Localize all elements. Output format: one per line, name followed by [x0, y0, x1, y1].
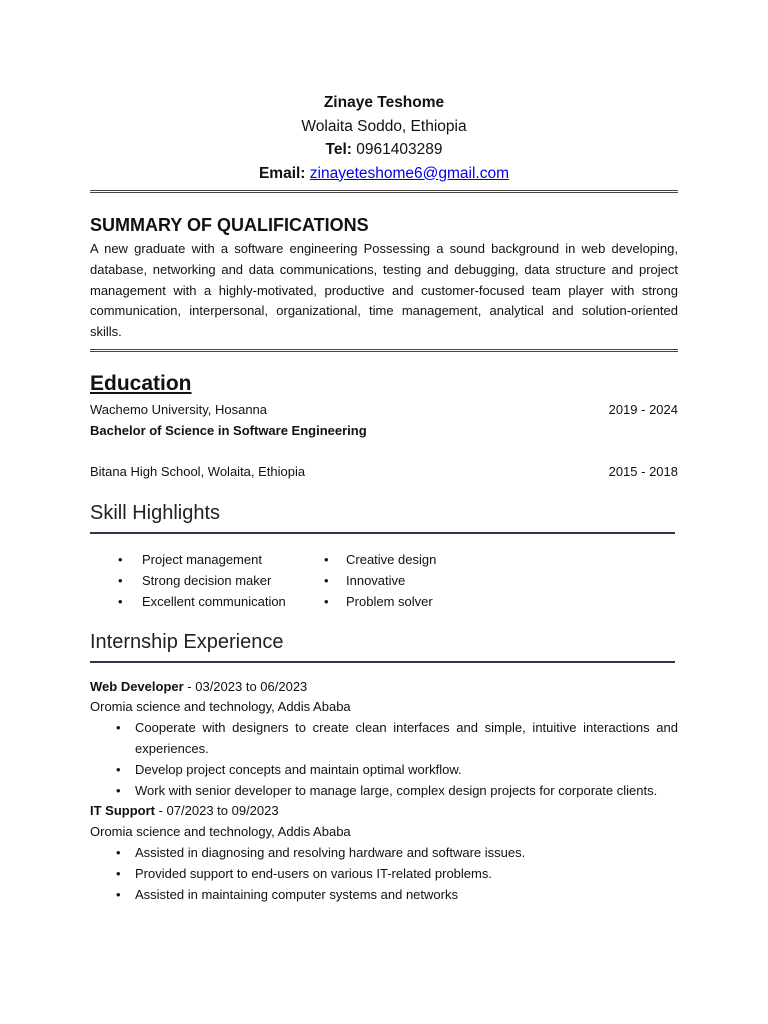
bullet-icon: •: [116, 761, 121, 777]
bullet-icon: •: [324, 593, 329, 609]
bullet-icon: •: [118, 552, 123, 568]
job-bullet: [90, 718, 678, 760]
job-bullet: [90, 864, 678, 885]
bullet-text: Assisted in diagnosing and resolving hardware and software issues.: [135, 844, 526, 860]
skill-text: Strong decision maker: [142, 572, 272, 588]
skill-text: Project management: [142, 552, 262, 568]
email-link[interactable]: zinayeteshome6@gmail.com: [309, 164, 510, 182]
job-bullet: [90, 843, 678, 864]
job-bullet: [90, 781, 678, 802]
location: Wolaita Soddo, Ethiopia: [301, 117, 467, 135]
skill-text: Innovative: [346, 572, 406, 588]
skill-item: [90, 550, 324, 571]
job-org: Oromia science and technology, Addis Ababa: [90, 824, 351, 840]
job-bullet: [90, 760, 678, 781]
education-school: Wachemo University, Hosanna: [90, 401, 268, 417]
bullet-icon: •: [116, 865, 121, 881]
job-heading: [90, 801, 678, 822]
bullet-text: Cooperate with designers to create clean interfaces and simple, intuitive interactions and experiences.: [135, 720, 678, 756]
skill-item: [324, 571, 436, 592]
bullet-icon: •: [116, 844, 121, 860]
education-degree: [90, 421, 678, 442]
resume-page: [90, 0, 678, 905]
job-role: Web Developer: [90, 678, 184, 694]
skill-text: Creative design: [346, 552, 437, 568]
skill-text: Excellent communication: [142, 593, 286, 609]
job-role: IT Support: [90, 803, 155, 819]
education-entry: [90, 400, 678, 421]
degree-text: Bachelor of Science in Software Engineering: [90, 422, 367, 438]
job-dates: - 07/2023 to 09/2023: [155, 803, 279, 819]
skills-list: [90, 550, 678, 612]
bullet-text: Assisted in maintaining computer systems and networks: [135, 886, 458, 902]
bullet-icon: •: [116, 886, 121, 902]
bullet-text: Provided support to end-users on various IT-related problems.: [135, 865, 492, 881]
summary-title: SUMMARY OF QUALIFICATIONS: [90, 215, 369, 235]
summary-text: A new graduate with a software engineering Possessing a sound background in web developing, database, networking and data communications, testing and debugging, data structure and project management with a highly-motivated, productive and customer-focused team player with strong communication, interpersonal, organizational, time management, analytical and solution-oriented skills.: [90, 241, 678, 340]
job-heading: [90, 677, 678, 698]
bullet-icon: •: [118, 593, 123, 609]
education-title: Education: [90, 371, 192, 395]
skill-item: [90, 571, 324, 592]
bullet-icon: •: [118, 572, 123, 588]
phone-line: [90, 138, 678, 162]
summary-divider: [90, 349, 678, 352]
job-org: Oromia science and technology, Addis Ababa: [90, 699, 351, 715]
header-divider: [90, 190, 678, 193]
bullet-text: Develop project concepts and maintain optimal workflow.: [135, 761, 462, 777]
email-label: Email:: [258, 164, 306, 182]
skills-column-1: [90, 550, 324, 612]
job-bullets: [90, 843, 678, 905]
bullet-icon: •: [324, 572, 329, 588]
job-bullet: [90, 885, 678, 906]
bullet-icon: •: [324, 552, 329, 568]
phone-label: Tel:: [325, 141, 352, 158]
education-entry: [90, 462, 678, 483]
education-school: Bitana High School, Wolaita, Ethiopia: [90, 464, 306, 480]
bullet-text: Work with senior developer to manage large, complex design projects for corporate clients.: [135, 782, 658, 798]
skills-title: Skill Highlights: [90, 502, 221, 525]
email-line: [90, 162, 678, 186]
education-years: 2015 - 2018: [608, 464, 678, 480]
job-dates: - 03/2023 to 06/2023: [183, 678, 308, 694]
skill-item: [324, 550, 436, 571]
job-bullets: [90, 718, 678, 801]
skill-item: [90, 592, 324, 613]
skill-item: [324, 592, 436, 613]
skills-divider: [90, 532, 675, 534]
skills-column-2: [324, 550, 436, 612]
bullet-icon: •: [116, 720, 121, 736]
internship-title: Internship Experience: [90, 630, 284, 653]
contact-header: [90, 91, 678, 185]
skill-text: Problem solver: [346, 593, 433, 609]
candidate-name: Zinaye Teshome: [323, 94, 445, 111]
education-years: 2019 - 2024: [608, 401, 678, 417]
phone-number: 0961403289: [356, 141, 443, 158]
internship-divider: [90, 661, 675, 663]
bullet-icon: •: [116, 782, 121, 798]
